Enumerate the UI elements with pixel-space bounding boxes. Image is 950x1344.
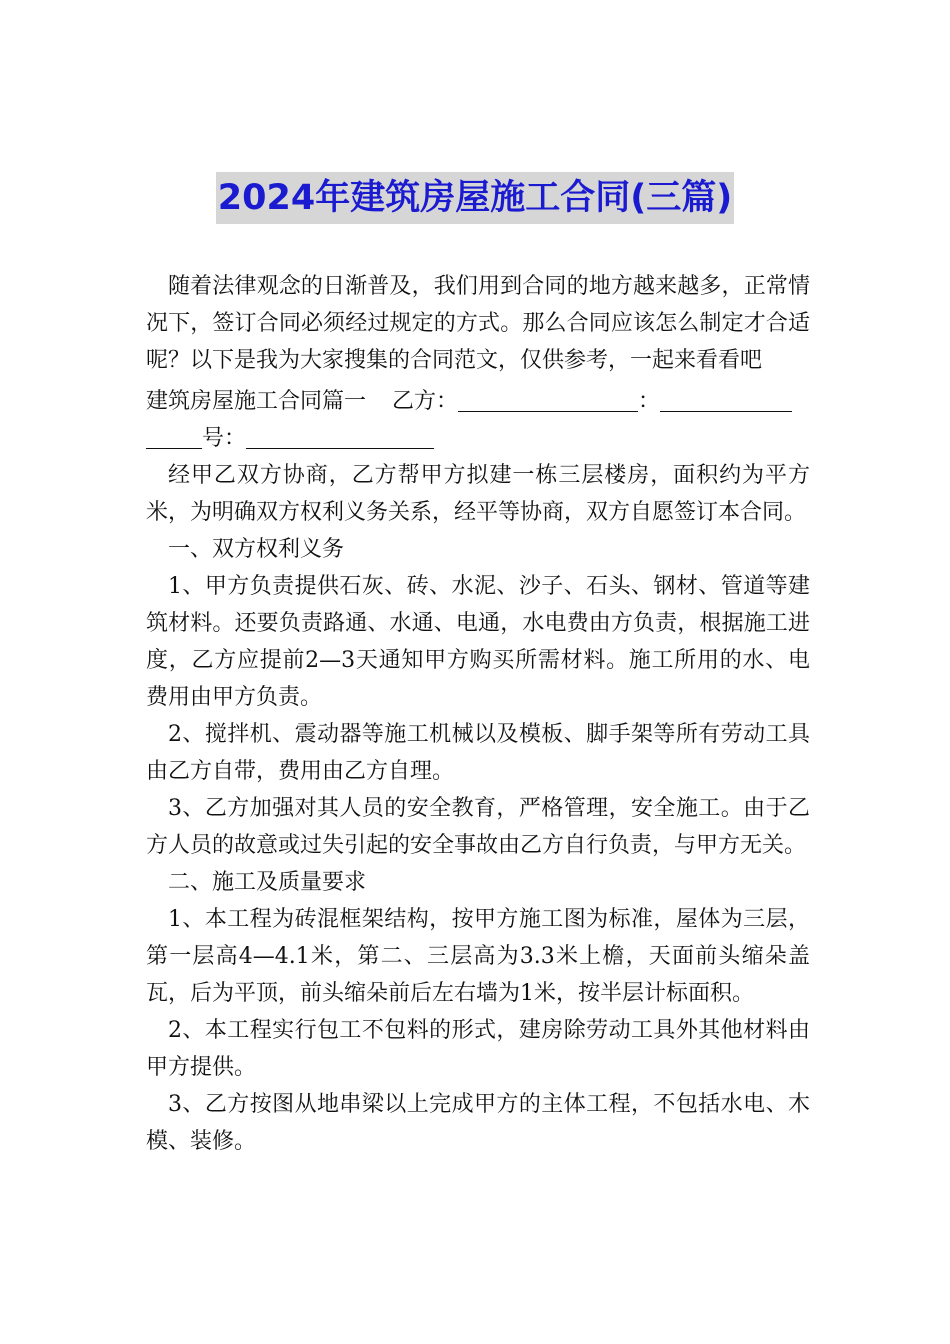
- paragraph: 3、乙方按图从地串梁以上完成甲方的主体工程，不包括水电、木模、装修。: [146, 1092, 810, 1154]
- paragraph: 1、甲方负责提供石灰、砖、水泥、沙子、石头、钢材、管道等建筑材料。还要负责路通、水通、电通，水电费由方负责，根据施工进度，乙方应提前2—3天通知甲方购买所需材料。施工所用的水、电费用由甲方负责。: [146, 574, 810, 710]
- document-title-wrap: [0, 172, 950, 224]
- contract-heading-line: [146, 383, 810, 457]
- blank-field-2: [146, 426, 202, 449]
- contract-heading: 建筑房屋施工合同篇一: [146, 389, 367, 414]
- number-label: 号：: [202, 426, 247, 451]
- colon-label: ：: [638, 389, 661, 414]
- paragraph: 3、乙方加强对其人员的安全教育，严格管理，安全施工。由于乙方人员的故意或过失引起的安全事故由乙方自行负责，与甲方无关。: [146, 796, 810, 858]
- party-b-blank: [458, 389, 638, 412]
- number-blank: [246, 426, 434, 449]
- document-title: 2024年建筑房屋施工合同(三篇): [216, 172, 734, 224]
- section-heading: 一、双方权利义务: [168, 537, 345, 562]
- paragraph: 2、搅拌机、震动器等施工机械以及模板、脚手架等所有劳动工具由乙方自带，费用由乙方自理。: [146, 722, 810, 784]
- section-heading: 二、施工及质量要求: [168, 870, 367, 895]
- paragraph: 2、本工程实行包工不包料的形式，建房除劳动工具外其他材料由甲方提供。: [146, 1018, 810, 1080]
- paragraph: 1、本工程为砖混框架结构，按甲方施工图为标准，屋体为三层，第一层高4—4.1米，第二、三层高为3.3米上檐，天面前头缩朵盖瓦，后为平顶，前头缩朵前后左右墙为1米，按半层计标面积。: [146, 907, 810, 1006]
- paragraph: 经甲乙双方协商，乙方帮甲方拟建一栋三层楼房，面积约为平方米，为明确双方权利义务关系，经平等协商，双方自愿签订本合同。: [146, 463, 810, 525]
- party-b-label: 乙方：: [392, 389, 459, 414]
- intro-paragraph: 随着法律观念的日渐普及，我们用到合同的地方越来越多，正常情况下，签订合同必须经过规定的方式。那么合同应该怎么制定才合适呢？以下是我为大家搜集的合同范文，仅供参考，一起来看看吧: [146, 274, 810, 373]
- blank-field-1: [660, 389, 792, 412]
- document-body: [146, 268, 810, 1160]
